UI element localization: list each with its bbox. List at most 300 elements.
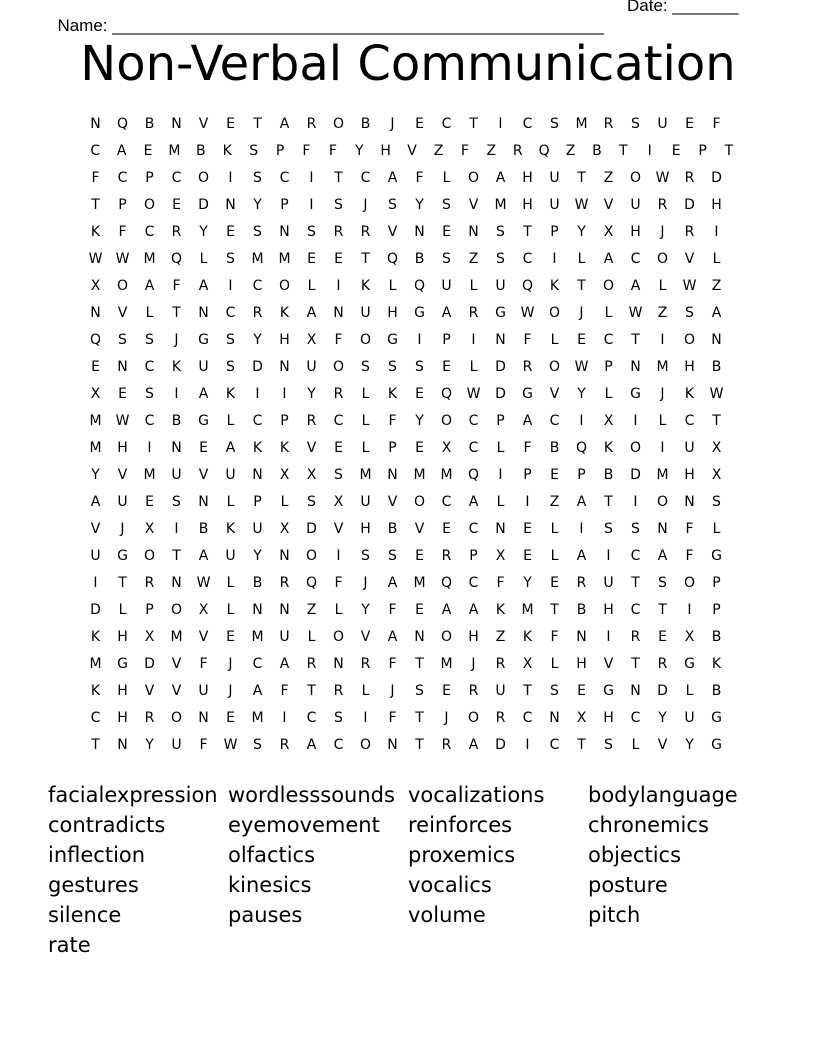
grid-letter[interactable]: G <box>117 548 128 564</box>
grid-letter[interactable]: A <box>468 494 479 510</box>
grid-letter[interactable]: J <box>390 116 395 132</box>
grid-letter[interactable]: N <box>225 197 236 213</box>
grid-letter[interactable]: A <box>522 413 533 429</box>
grid-letter[interactable]: K <box>90 629 101 645</box>
grid-letter[interactable]: R <box>657 197 668 213</box>
grid-letter[interactable]: O <box>656 251 669 267</box>
grid-letter[interactable]: U <box>171 467 182 483</box>
grid-letter[interactable]: E <box>671 143 681 159</box>
grid-letter[interactable]: U <box>252 521 263 537</box>
grid-letter[interactable]: N <box>630 359 641 375</box>
grid-letter[interactable]: T <box>631 575 640 591</box>
grid-letter[interactable]: N <box>414 629 425 645</box>
grid-letter[interactable]: H <box>117 710 128 726</box>
grid-letter[interactable]: E <box>685 116 694 132</box>
grid-letter[interactable]: S <box>415 359 424 375</box>
grid-letter[interactable]: B <box>592 143 602 159</box>
grid-letter[interactable]: I <box>471 332 476 348</box>
grid-letter[interactable]: U <box>441 278 452 294</box>
grid-letter[interactable]: M <box>575 116 588 132</box>
grid-letter[interactable]: M <box>413 467 426 483</box>
grid-letter[interactable]: L <box>226 413 235 429</box>
grid-letter[interactable]: E <box>91 359 100 375</box>
grid-letter[interactable]: T <box>415 737 424 753</box>
grid-letter[interactable]: B <box>414 251 425 267</box>
grid-letter[interactable]: C <box>603 332 614 348</box>
grid-letter[interactable]: E <box>226 629 235 645</box>
grid-letter[interactable]: A <box>279 656 290 672</box>
grid-letter[interactable]: A <box>279 116 290 132</box>
grid-letter[interactable]: K <box>171 359 182 375</box>
grid-letter[interactable]: Y <box>145 737 154 753</box>
grid-letter[interactable]: V <box>306 440 317 456</box>
grid-letter[interactable]: E <box>550 467 559 483</box>
grid-letter[interactable]: L <box>199 251 208 267</box>
grid-letter[interactable]: L <box>442 170 451 186</box>
grid-letter[interactable]: L <box>550 521 559 537</box>
grid-letter[interactable]: O <box>170 602 183 618</box>
grid-letter[interactable]: K <box>279 305 290 321</box>
grid-letter[interactable]: R <box>360 224 371 240</box>
grid-letter[interactable]: O <box>305 548 318 564</box>
grid-letter[interactable]: Q <box>575 440 588 456</box>
grid-letter[interactable]: J <box>444 710 449 726</box>
grid-letter[interactable]: M <box>440 656 453 672</box>
grid-letter[interactable]: D <box>657 683 668 699</box>
grid-letter[interactable]: F <box>523 332 532 348</box>
grid-letter[interactable]: I <box>579 413 584 429</box>
grid-letter[interactable]: J <box>660 224 665 240</box>
grid-letter[interactable]: P <box>698 143 707 159</box>
grid-letter[interactable]: E <box>172 197 181 213</box>
grid-letter[interactable]: L <box>307 278 316 294</box>
grid-letter[interactable]: I <box>309 197 314 213</box>
grid-letter[interactable]: M <box>89 440 102 456</box>
grid-letter[interactable]: R <box>468 305 479 321</box>
grid-letter[interactable]: I <box>282 710 287 726</box>
grid-letter[interactable]: N <box>90 305 101 321</box>
grid-letter[interactable]: Z <box>565 143 576 159</box>
grid-letter[interactable]: X <box>279 467 290 483</box>
grid-letter[interactable]: V <box>549 386 560 402</box>
grid-letter[interactable]: E <box>334 251 343 267</box>
grid-letter[interactable]: H <box>711 197 722 213</box>
grid-letter[interactable]: L <box>145 305 154 321</box>
grid-letter[interactable]: K <box>90 224 101 240</box>
grid-letter[interactable]: G <box>522 386 533 402</box>
grid-letter[interactable]: S <box>145 386 154 402</box>
grid-letter[interactable]: X <box>144 521 155 537</box>
grid-letter[interactable]: R <box>603 116 614 132</box>
grid-letter[interactable]: C <box>441 494 452 510</box>
grid-letter[interactable]: C <box>171 170 182 186</box>
grid-letter[interactable]: O <box>467 170 480 186</box>
grid-letter[interactable]: M <box>359 467 372 483</box>
grid-letter[interactable]: X <box>495 548 506 564</box>
grid-letter[interactable]: N <box>252 602 263 618</box>
grid-letter[interactable]: S <box>442 197 451 213</box>
grid-letter[interactable]: G <box>198 413 209 429</box>
grid-letter[interactable]: U <box>549 197 560 213</box>
grid-letter[interactable]: E <box>442 683 451 699</box>
grid-letter[interactable]: L <box>280 494 289 510</box>
grid-letter[interactable]: N <box>495 332 506 348</box>
grid-letter[interactable]: Z <box>549 494 560 510</box>
grid-letter[interactable]: T <box>577 278 586 294</box>
grid-letter[interactable]: P <box>253 494 262 510</box>
grid-letter[interactable]: V <box>360 629 371 645</box>
grid-letter[interactable]: C <box>144 224 155 240</box>
grid-letter[interactable]: X <box>279 521 290 537</box>
grid-letter[interactable]: U <box>360 494 371 510</box>
grid-letter[interactable]: E <box>442 521 451 537</box>
grid-letter[interactable]: G <box>414 305 425 321</box>
grid-letter[interactable]: I <box>525 737 530 753</box>
grid-letter[interactable]: Q <box>386 251 399 267</box>
grid-letter[interactable]: F <box>388 413 397 429</box>
grid-letter[interactable]: T <box>361 251 370 267</box>
grid-letter[interactable]: M <box>251 629 264 645</box>
grid-letter[interactable]: R <box>144 575 155 591</box>
grid-letter[interactable]: W <box>574 197 589 213</box>
grid-letter[interactable]: X <box>711 440 722 456</box>
grid-letter[interactable]: J <box>363 197 368 213</box>
grid-letter[interactable]: C <box>522 116 533 132</box>
grid-letter[interactable]: Y <box>523 575 532 591</box>
grid-letter[interactable]: T <box>253 116 262 132</box>
grid-letter[interactable]: R <box>252 305 263 321</box>
grid-letter[interactable]: D <box>684 197 695 213</box>
grid-letter[interactable]: A <box>225 440 236 456</box>
name-field[interactable]: Name: ____________________________________________________ <box>57 16 604 35</box>
grid-letter[interactable]: Y <box>253 548 262 564</box>
grid-letter[interactable]: P <box>496 413 505 429</box>
grid-letter[interactable]: D <box>90 602 101 618</box>
grid-letter[interactable]: L <box>658 413 667 429</box>
grid-letter[interactable]: G <box>603 683 614 699</box>
grid-letter[interactable]: D <box>306 521 317 537</box>
grid-letter[interactable]: D <box>495 737 506 753</box>
grid-letter[interactable]: F <box>172 278 181 294</box>
grid-letter[interactable]: C <box>252 656 263 672</box>
grid-letter[interactable]: S <box>388 197 397 213</box>
grid-letter[interactable]: S <box>118 332 127 348</box>
grid-letter[interactable]: T <box>334 170 343 186</box>
grid-letter[interactable]: O <box>413 494 426 510</box>
grid-letter[interactable]: J <box>174 332 179 348</box>
grid-letter[interactable]: D <box>711 170 722 186</box>
grid-letter[interactable]: A <box>252 683 263 699</box>
grid-letter[interactable]: M <box>143 251 156 267</box>
grid-letter[interactable]: H <box>117 683 128 699</box>
grid-letter[interactable]: E <box>415 386 424 402</box>
grid-letter[interactable]: Z <box>433 143 444 159</box>
grid-letter[interactable]: U <box>657 116 668 132</box>
grid-letter[interactable]: C <box>144 359 155 375</box>
grid-letter[interactable]: H <box>603 602 614 618</box>
grid-letter[interactable]: W <box>520 305 535 321</box>
grid-letter[interactable]: X <box>90 278 101 294</box>
grid-letter[interactable]: R <box>684 170 695 186</box>
grid-letter[interactable]: M <box>656 467 669 483</box>
grid-letter[interactable]: S <box>388 548 397 564</box>
grid-letter[interactable]: U <box>198 359 209 375</box>
grid-letter[interactable]: T <box>469 116 478 132</box>
grid-letter[interactable]: N <box>117 737 128 753</box>
grid-letter[interactable]: T <box>523 224 532 240</box>
grid-letter[interactable]: Q <box>116 116 129 132</box>
grid-letter[interactable]: F <box>91 170 100 186</box>
grid-letter[interactable]: B <box>576 602 587 618</box>
grid-letter[interactable]: O <box>440 629 453 645</box>
grid-letter[interactable]: Y <box>354 143 364 159</box>
grid-letter[interactable]: C <box>522 710 533 726</box>
grid-letter[interactable]: R <box>306 116 317 132</box>
grid-letter[interactable]: N <box>387 737 398 753</box>
grid-letter[interactable]: L <box>550 656 559 672</box>
grid-letter[interactable]: L <box>496 494 505 510</box>
grid-letter[interactable]: N <box>333 656 344 672</box>
grid-letter[interactable]: S <box>334 467 343 483</box>
grid-letter[interactable]: F <box>199 656 208 672</box>
grid-letter[interactable]: Y <box>577 224 586 240</box>
grid-letter[interactable]: V <box>468 197 479 213</box>
grid-letter[interactable]: U <box>198 683 209 699</box>
grid-letter[interactable]: L <box>307 629 316 645</box>
grid-letter[interactable]: I <box>714 224 719 240</box>
grid-letter[interactable]: S <box>253 737 262 753</box>
grid-letter[interactable]: N <box>117 359 128 375</box>
grid-letter[interactable]: U <box>225 548 236 564</box>
grid-letter[interactable]: L <box>631 737 640 753</box>
grid-letter[interactable]: Q <box>440 386 453 402</box>
grid-letter[interactable]: B <box>198 521 209 537</box>
grid-letter[interactable]: F <box>334 332 343 348</box>
grid-letter[interactable]: Z <box>468 251 479 267</box>
grid-letter[interactable]: N <box>198 305 209 321</box>
grid-letter[interactable]: V <box>407 143 417 159</box>
grid-letter[interactable]: A <box>468 737 479 753</box>
grid-letter[interactable]: H <box>117 440 128 456</box>
grid-letter[interactable]: S <box>631 521 640 537</box>
grid-letter[interactable]: J <box>471 656 476 672</box>
grid-letter[interactable]: P <box>275 143 285 159</box>
grid-letter[interactable]: H <box>279 332 290 348</box>
grid-letter[interactable]: U <box>630 197 641 213</box>
grid-letter[interactable]: B <box>360 116 371 132</box>
grid-letter[interactable]: W <box>574 359 589 375</box>
grid-letter[interactable]: L <box>361 413 370 429</box>
grid-letter[interactable]: Y <box>253 332 262 348</box>
grid-letter[interactable]: N <box>90 116 101 132</box>
grid-letter[interactable]: A <box>306 737 317 753</box>
grid-letter[interactable]: I <box>633 413 638 429</box>
grid-letter[interactable]: F <box>388 602 397 618</box>
grid-letter[interactable]: S <box>249 143 259 159</box>
grid-letter[interactable]: O <box>143 197 156 213</box>
grid-letter[interactable]: Y <box>361 602 370 618</box>
grid-letter[interactable]: U <box>684 710 695 726</box>
grid-letter[interactable]: N <box>279 602 290 618</box>
grid-letter[interactable]: T <box>712 413 721 429</box>
grid-letter[interactable]: F <box>685 548 694 564</box>
grid-letter[interactable]: T <box>631 332 640 348</box>
grid-letter[interactable]: H <box>387 305 398 321</box>
grid-letter[interactable]: M <box>89 656 102 672</box>
grid-letter[interactable]: S <box>442 251 451 267</box>
grid-letter[interactable]: R <box>441 737 452 753</box>
grid-letter[interactable]: I <box>660 332 665 348</box>
grid-letter[interactable]: M <box>170 629 183 645</box>
grid-letter[interactable]: Y <box>415 413 424 429</box>
grid-letter[interactable]: U <box>171 737 182 753</box>
grid-letter[interactable]: G <box>711 548 722 564</box>
grid-letter[interactable]: E <box>307 251 316 267</box>
grid-letter[interactable]: D <box>630 467 641 483</box>
grid-letter[interactable]: Z <box>603 170 614 186</box>
grid-letter[interactable]: L <box>226 494 235 510</box>
grid-letter[interactable]: A <box>198 548 209 564</box>
grid-letter[interactable]: S <box>307 224 316 240</box>
grid-letter[interactable]: Q <box>89 332 102 348</box>
grid-letter[interactable]: O <box>683 332 696 348</box>
grid-letter[interactable]: C <box>252 278 263 294</box>
grid-letter[interactable]: I <box>498 467 503 483</box>
grid-letter[interactable]: K <box>90 683 101 699</box>
grid-letter[interactable]: E <box>118 386 127 402</box>
grid-letter[interactable]: E <box>415 116 424 132</box>
grid-letter[interactable]: S <box>712 494 721 510</box>
grid-letter[interactable]: A <box>576 494 587 510</box>
grid-letter[interactable]: P <box>145 170 154 186</box>
grid-letter[interactable]: G <box>495 305 506 321</box>
grid-letter[interactable]: H <box>603 710 614 726</box>
grid-letter[interactable]: L <box>604 386 613 402</box>
grid-letter[interactable]: D <box>198 197 209 213</box>
grid-letter[interactable]: L <box>604 305 613 321</box>
grid-letter[interactable]: M <box>413 575 426 591</box>
grid-letter[interactable]: R <box>144 710 155 726</box>
grid-letter[interactable]: K <box>495 602 506 618</box>
grid-letter[interactable]: I <box>93 575 98 591</box>
grid-letter[interactable]: M <box>143 467 156 483</box>
grid-letter[interactable]: M <box>278 251 291 267</box>
grid-letter[interactable]: N <box>171 575 182 591</box>
grid-letter[interactable]: J <box>660 386 665 402</box>
grid-letter[interactable]: V <box>198 629 209 645</box>
grid-letter[interactable]: M <box>656 359 669 375</box>
grid-letter[interactable]: R <box>333 386 344 402</box>
grid-letter[interactable]: U <box>360 305 371 321</box>
grid-letter[interactable]: E <box>523 521 532 537</box>
grid-letter[interactable]: O <box>629 170 642 186</box>
grid-letter[interactable]: T <box>307 683 316 699</box>
grid-letter[interactable]: N <box>711 332 722 348</box>
grid-letter[interactable]: V <box>657 737 668 753</box>
grid-letter[interactable]: I <box>525 494 530 510</box>
grid-letter[interactable]: B <box>711 359 722 375</box>
grid-letter[interactable]: O <box>440 413 453 429</box>
grid-letter[interactable]: D <box>495 359 506 375</box>
grid-letter[interactable]: I <box>552 251 557 267</box>
grid-letter[interactable]: M <box>251 251 264 267</box>
grid-letter[interactable]: K <box>387 386 398 402</box>
grid-letter[interactable]: S <box>631 116 640 132</box>
grid-letter[interactable]: M <box>494 197 507 213</box>
grid-letter[interactable]: F <box>460 143 469 159</box>
grid-letter[interactable]: X <box>198 602 209 618</box>
grid-letter[interactable]: X <box>522 656 533 672</box>
grid-letter[interactable]: A <box>468 602 479 618</box>
grid-letter[interactable]: C <box>549 413 560 429</box>
grid-letter[interactable]: V <box>387 494 398 510</box>
grid-letter[interactable]: S <box>550 683 559 699</box>
grid-letter[interactable]: X <box>576 710 587 726</box>
grid-letter[interactable]: J <box>120 521 125 537</box>
grid-letter[interactable]: N <box>198 710 209 726</box>
grid-letter[interactable]: N <box>684 494 695 510</box>
grid-letter[interactable]: U <box>495 683 506 699</box>
grid-letter[interactable]: V <box>333 521 344 537</box>
grid-letter[interactable]: S <box>496 224 505 240</box>
grid-letter[interactable]: Y <box>415 197 424 213</box>
grid-letter[interactable]: W <box>115 251 130 267</box>
grid-letter[interactable]: E <box>226 116 235 132</box>
grid-letter[interactable]: M <box>89 413 102 429</box>
grid-letter[interactable]: O <box>143 548 156 564</box>
grid-letter[interactable]: K <box>711 656 722 672</box>
grid-letter[interactable]: B <box>711 629 722 645</box>
grid-letter[interactable]: T <box>550 602 559 618</box>
grid-letter[interactable]: W <box>682 278 697 294</box>
grid-letter[interactable]: T <box>619 143 628 159</box>
grid-letter[interactable]: S <box>685 305 694 321</box>
grid-letter[interactable]: M <box>440 467 453 483</box>
grid-letter[interactable]: F <box>302 143 311 159</box>
grid-letter[interactable]: A <box>90 494 101 510</box>
grid-letter[interactable]: U <box>90 548 101 564</box>
grid-letter[interactable]: V <box>414 521 425 537</box>
grid-letter[interactable]: L <box>658 278 667 294</box>
grid-letter[interactable]: C <box>468 413 479 429</box>
grid-letter[interactable]: C <box>279 170 290 186</box>
grid-letter[interactable]: N <box>657 521 668 537</box>
grid-letter[interactable]: A <box>576 548 587 564</box>
grid-letter[interactable]: K <box>225 521 236 537</box>
grid-letter[interactable]: V <box>603 197 614 213</box>
grid-letter[interactable]: W <box>466 386 481 402</box>
grid-letter[interactable]: C <box>306 710 317 726</box>
grid-letter[interactable]: C <box>225 305 236 321</box>
grid-letter[interactable]: U <box>117 494 128 510</box>
grid-letter[interactable]: I <box>417 332 422 348</box>
grid-letter[interactable]: I <box>606 629 611 645</box>
grid-letter[interactable]: I <box>174 521 179 537</box>
grid-letter[interactable]: O <box>602 278 615 294</box>
grid-letter[interactable]: I <box>660 440 665 456</box>
grid-letter[interactable]: I <box>309 170 314 186</box>
grid-letter[interactable]: U <box>549 170 560 186</box>
grid-letter[interactable]: D <box>495 386 506 402</box>
grid-letter[interactable]: E <box>199 440 208 456</box>
grid-letter[interactable]: U <box>225 467 236 483</box>
grid-letter[interactable]: F <box>712 116 721 132</box>
grid-letter[interactable]: X <box>441 440 452 456</box>
grid-letter[interactable]: N <box>468 224 479 240</box>
grid-letter[interactable]: C <box>468 440 479 456</box>
grid-letter[interactable]: E <box>226 224 235 240</box>
grid-letter[interactable]: R <box>512 143 523 159</box>
